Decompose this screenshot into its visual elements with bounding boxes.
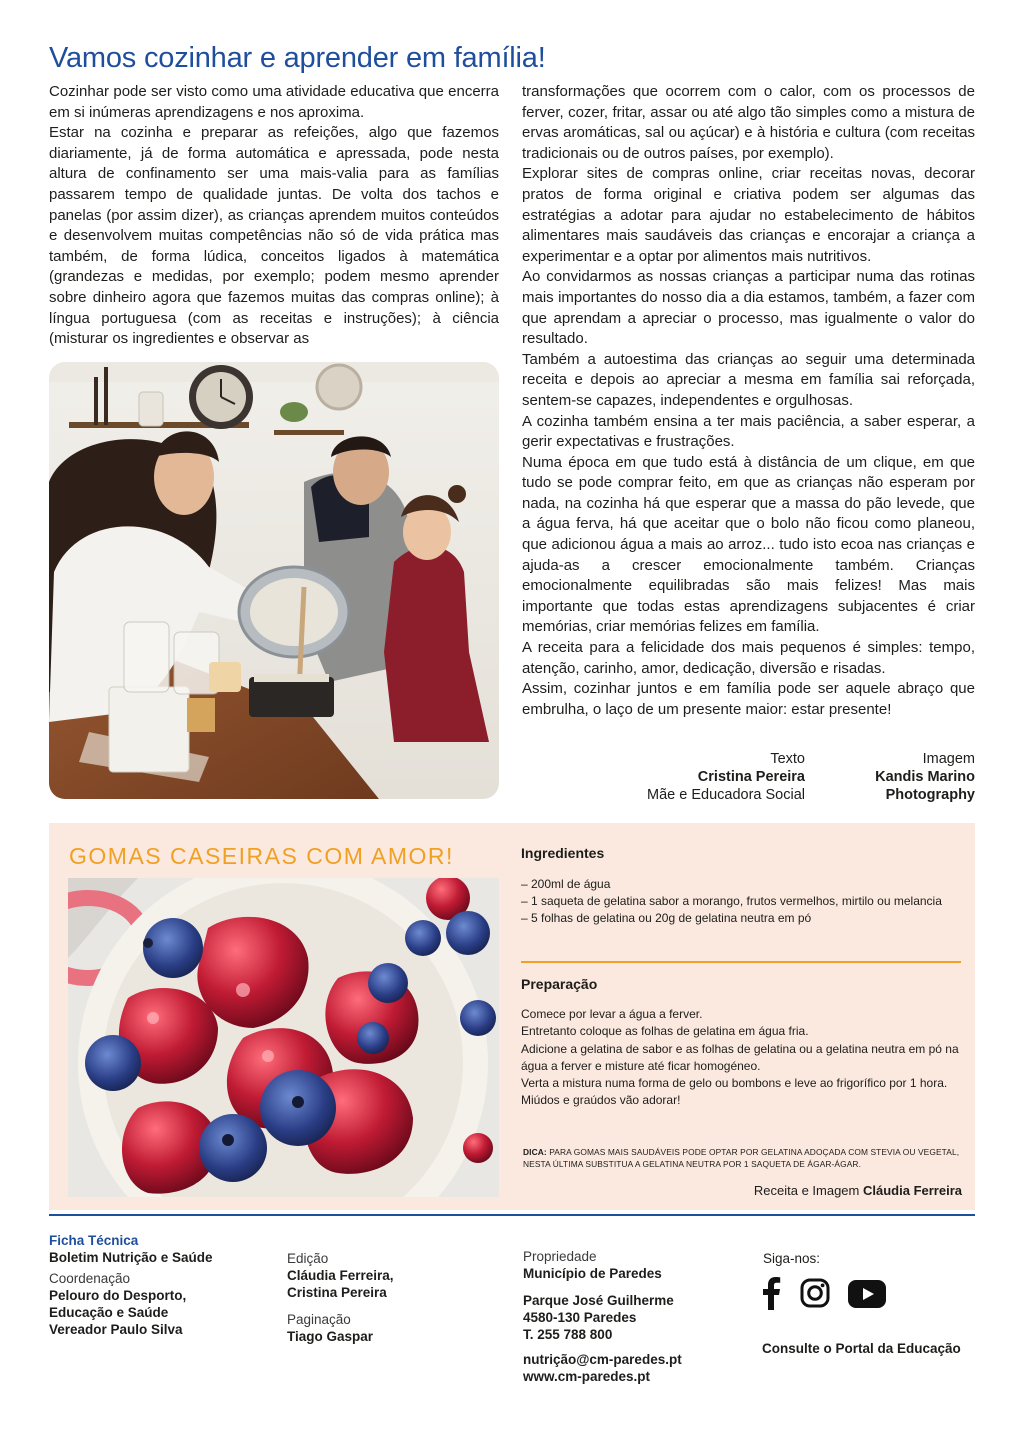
address-line: Parque José Guilherme — [523, 1293, 674, 1308]
coordenacao-label: Coordenação — [49, 1271, 131, 1286]
image-credit-name: Photography — [885, 787, 975, 803]
preparation-step: Verta a mistura numa forma de gelo ou bombons e leve ao frigorífico por 1 hora. — [521, 1076, 948, 1091]
email-link[interactable]: nutrição@cm-paredes.pt — [523, 1352, 682, 1367]
preparation-step: Entretanto coloque as folhas de gelatina em água fria. — [521, 1024, 809, 1039]
image-credit-name: Kandis Marino — [875, 769, 975, 785]
recipe-credit — [600, 1182, 962, 1200]
article-column-right — [522, 82, 975, 720]
ingredients-list — [521, 876, 961, 927]
divider — [521, 961, 961, 963]
preparation-heading: Preparação — [521, 976, 598, 992]
recipe-title: GOMAS CASEIRAS COM AMOR! — [69, 843, 454, 869]
coordenacao-line: Educação e Saúde — [49, 1305, 169, 1320]
article-paragraph: Explorar sites de compras online, criar receitas novas, decorar pratos de forma original e criativa podem ser algumas das estratégias a adotar para ajudar no estabelecimento de hábitos alimentares mais saudáveis das crianças e encorajar a criança a experimentar e a optar por alimentos mais nutritivos. — [522, 165, 975, 265]
website-link[interactable]: www.cm-paredes.pt — [523, 1369, 651, 1384]
article-paragraph: Numa época em que tudo está à distância de um clique, em que tudo se pode comprar feito, em que as crianças não esperam por nada, na cozinha há que esperar que a massa do pão levede, que a água ferva, há que aceitar que o bolo não ficou como planeou, que adicionou água a mais ao arroz... tudo isto ecoa nas crianças e ajuda-as a crescer emocionalmente também. Crianças emocionalmente equilibradas são mais felizes! Mas mais importante que todas estas aprendizagens subjacentes é criar memórias, criar memórias felizes em família. — [522, 453, 975, 636]
recipe-credit-label: Receita e Imagem — [753, 1183, 860, 1198]
coordenacao-line: Vereador Paulo Silva — [49, 1322, 183, 1337]
preparation-steps — [521, 1006, 961, 1110]
tip-label: DICA: — [523, 1147, 547, 1157]
article-paragraph: Cozinhar pode ser visto como uma atividade educativa que encerra em si inúmeras aprendizagens e nos aproxima. — [49, 83, 499, 121]
text-credit-role: Mãe e Educadora Social — [647, 787, 805, 803]
text-credit-name: Cristina Pereira — [697, 769, 805, 785]
preparation-step: Comece por levar a água a ferver. — [521, 1007, 703, 1021]
image-credit-label: Imagem — [922, 751, 975, 767]
propriedade-label: Propriedade — [523, 1249, 597, 1264]
article-column-left — [49, 82, 499, 350]
instagram-icon[interactable] — [800, 1278, 830, 1313]
article-paragraph: Também a autoestima das crianças ao seguir uma determinada receita e depois ao apreciar a mesma em família sai reforçada, sentem-se capazes, independentes e orgulhosas. — [522, 350, 975, 409]
footer-divider — [49, 1214, 975, 1216]
recipe-tip — [523, 1146, 963, 1170]
text-credit — [600, 750, 805, 804]
tip-text: PARA GOMAS MAIS SAUDÁVEIS PODE OPTAR POR GELATINA ADOÇADA COM STEVIA OU VEGETAL, NESTA ÚLTIMA SUBSTITUA A GELATINA NEUTRA POR 1 SAQUETA DE ÁGAR-ÁGAR. — [523, 1147, 960, 1169]
recipe-credit-name: Cláudia Ferreira — [863, 1183, 962, 1198]
list-item: – 1 saqueta de gelatina sabor a morango, frutos vermelhos, mirtilo ou melancia — [521, 893, 961, 910]
edicao-label: Edição — [287, 1251, 329, 1266]
footer-edition — [287, 1250, 487, 1345]
edicao-line: Cristina Pereira — [287, 1285, 387, 1300]
image-credit — [820, 750, 975, 804]
gummies-photo — [68, 878, 499, 1197]
article-paragraph: Estar na cozinha e preparar as refeições, algo que fazemos diariamente, já de forma automática e apressada, pode nesta altura de confinamento ser uma mais-valia para as famílias passarem tempo de qualidade juntas. De volta dos tachos e panelas (por assim dizer), as crianças aprendem muitos conteúdos e desenvolvem muitas competências não só de vida prática mas também, de forma lúdica, conceitos ligados à matemática (grandezas e medidas, por exemplo; podem mesmo aprender sobre dinheiro agora que fazemos muitas das compras online); à língua portuguesa (com as receitas e instruções); à ciência (misturar os ingredientes e observar as — [49, 124, 499, 348]
text-credit-label: Texto — [770, 751, 805, 767]
ingredients-heading: Ingredientes — [521, 845, 605, 861]
ficha-value: Boletim Nutrição e Saúde — [49, 1250, 213, 1265]
family-cooking-photo — [49, 362, 499, 799]
article-paragraph: transformações que ocorrem com o calor, com os processos de ferver, cozer, fritar, assar ou até algo tão simples como a mistura de ervas aromáticas, sal ou açúcar) e à história e cultura (com receitas tradicionais ou de outros países, por exemplo). — [522, 83, 975, 162]
coordenacao-line: Pelouro do Desporto, — [49, 1288, 187, 1303]
preparation-step: Miúdos e graúdos vão adorar! — [521, 1093, 681, 1108]
footer-property — [523, 1248, 743, 1385]
propriedade-value: Município de Paredes — [523, 1266, 662, 1281]
ficha-label: Ficha Técnica — [49, 1233, 139, 1248]
article-paragraph: Ao convidarmos as nossas crianças a participar numa das rotinas mais importantes do nosso dia a dia estamos, também, a fazer com que aprendam a apreciar o processo, mas igualmente o valor do resultado. — [522, 268, 975, 348]
article-paragraph: A receita para a felicidade dos mais pequenos é simples: tempo, atenção, carinho, amor, dedicação, diversão e risadas. — [522, 639, 975, 677]
follow-label: Siga-nos: — [763, 1251, 821, 1266]
paginacao-value: Tiago Gaspar — [287, 1329, 374, 1344]
education-portal-link[interactable] — [762, 1340, 977, 1357]
article-paragraph: Assim, cozinhar juntos e em família pode ser aquele abraço que embrulha, o laço de um presente maior: estar presente! — [522, 680, 975, 718]
paginacao-label: Paginação — [287, 1312, 351, 1327]
facebook-icon[interactable] — [760, 1276, 782, 1315]
preparation-step: Adicione a gelatina de sabor e as folhas de gelatina ou a gelatina neutra em pó na água a ferver e misture até ficar homogéneo. — [521, 1041, 959, 1073]
article-paragraph: A cozinha também ensina a ter mais paciência, a saber esperar, a gerir expectativas e frustrações. — [522, 412, 975, 451]
youtube-icon[interactable] — [848, 1280, 886, 1313]
footer-technical-sheet — [49, 1232, 269, 1338]
social-links — [760, 1276, 900, 1312]
address-line: 4580-130 Paredes — [523, 1310, 637, 1325]
list-item: – 5 folhas de gelatina ou 20g de gelatina neutra em pó — [521, 910, 961, 927]
address-line: T. 255 788 800 — [523, 1327, 613, 1342]
article-title: Vamos cozinhar e aprender em família! — [49, 42, 546, 74]
edicao-line: Cláudia Ferreira, — [287, 1268, 394, 1283]
list-item: – 200ml de água — [521, 876, 961, 893]
portal-text: Consulte o Portal da Educação — [762, 1341, 961, 1356]
